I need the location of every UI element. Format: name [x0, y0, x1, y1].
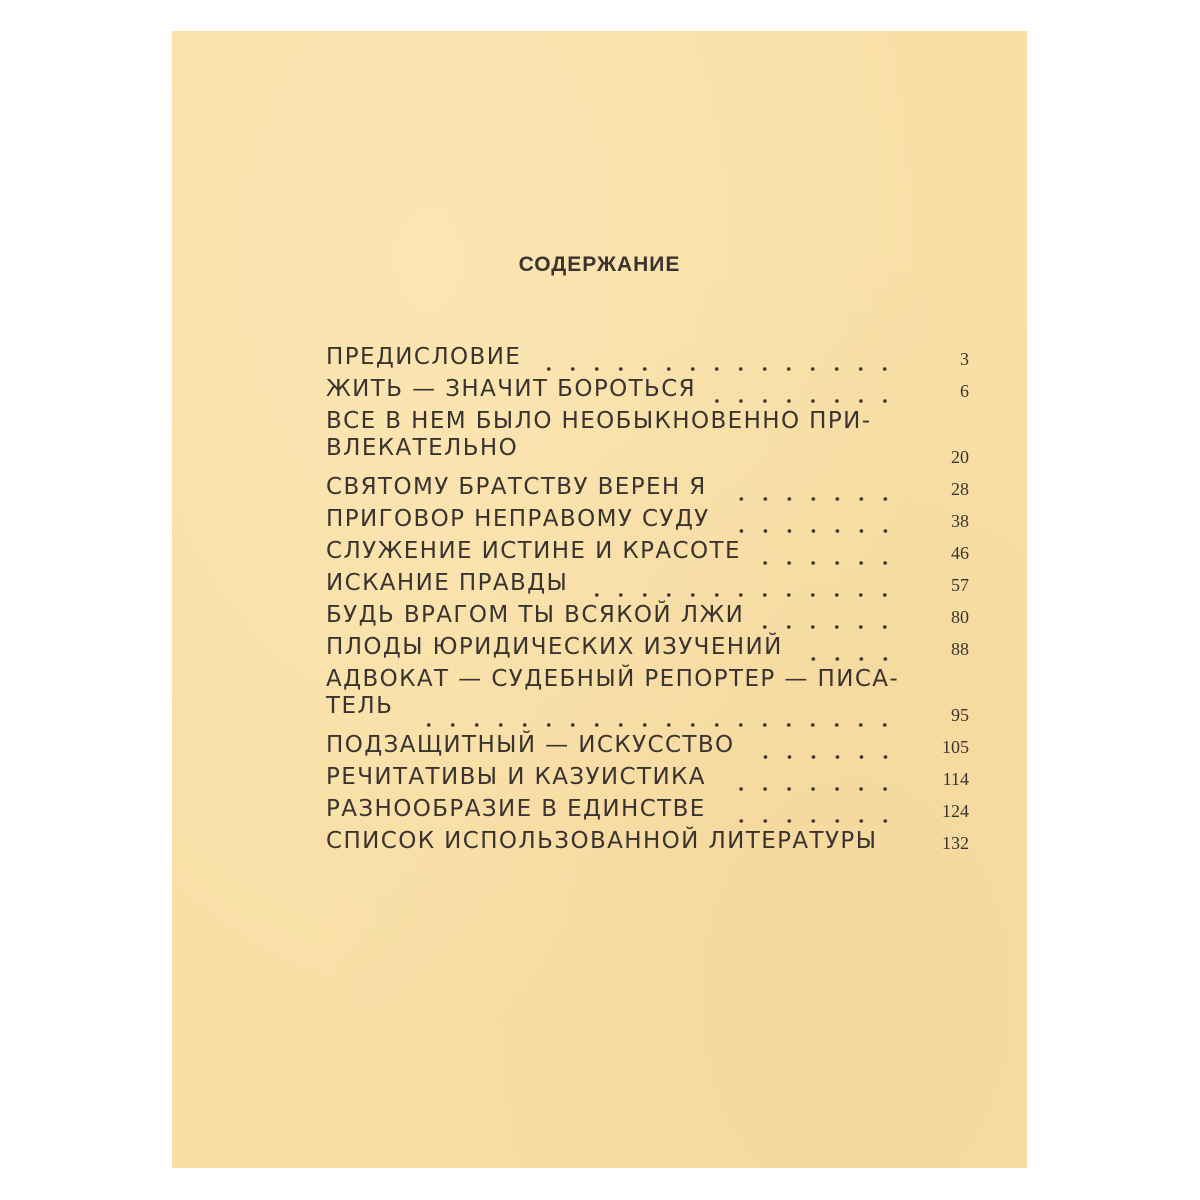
entry-title: ПРЕДИСЛОВИЕ — [326, 344, 522, 370]
toc-entry — [326, 570, 969, 602]
entry-title: ПОДЗАЩИТНЫЙ — ИСКУССТВО — [326, 732, 735, 758]
entry-title: ВСЕ В НЕМ БЫЛО НЕОБЫКНОВЕННО ПРИ- ВЛЕКАТЕЛЬНО — [326, 408, 872, 461]
dot-leader — [720, 819, 897, 823]
page-number: 132 — [942, 833, 969, 853]
dot-leader — [749, 755, 897, 759]
dot-leader — [797, 657, 897, 661]
dot-leader — [721, 497, 897, 501]
dot-leader — [720, 787, 897, 791]
entry-title: СЛУЖЕНИЕ ИСТИНЕ И КРАСОТЕ — [326, 538, 741, 564]
toc-entry — [326, 666, 969, 732]
entry-title: СВЯТОМУ БРАТСТВУ ВЕРЕН Я — [326, 474, 707, 500]
page-number: 124 — [942, 801, 969, 821]
entry-title: СПИСОК ИСПОЛЬЗОВАННОЙ ЛИТЕРАТУРЫ — [326, 828, 878, 854]
entry-title: ПРИГОВОР НЕПРАВОМУ СУДУ — [326, 506, 710, 532]
entry-title: РЕЧИТАТИВЫ И КАЗУИСТИКА — [326, 764, 706, 790]
dot-leader — [535, 367, 897, 371]
toc-title: СОДЕРЖАНИЕ — [518, 253, 681, 276]
page-number: 20 — [951, 447, 969, 467]
dot-leader — [407, 723, 897, 727]
toc-entry — [326, 732, 969, 764]
page-number: 38 — [951, 511, 969, 531]
toc-entry — [326, 474, 969, 506]
toc-entry — [326, 764, 969, 796]
entry-title: РАЗНООБРАЗИЕ В ЕДИНСТВЕ — [326, 796, 706, 822]
page-number: 95 — [951, 705, 969, 725]
page-number: 88 — [951, 639, 969, 659]
page-number: 114 — [942, 769, 969, 789]
toc-entry-preface — [326, 344, 969, 376]
dot-leader — [710, 399, 897, 403]
entry-title: АДВОКАТ — СУДЕБНЫЙ РЕПОРТЕР — ПИСА- ТЕЛЬ — [326, 666, 900, 719]
toc-entry — [326, 538, 969, 570]
dot-leader — [755, 561, 897, 565]
toc-entry — [326, 602, 969, 634]
page-number: 57 — [951, 575, 969, 595]
entry-title: ИСКАНИЕ ПРАВДЫ — [326, 570, 569, 596]
toc-entry — [326, 376, 969, 408]
toc-entry — [326, 796, 969, 828]
toc-entry — [326, 634, 969, 666]
toc-entry — [326, 408, 969, 474]
book-page — [172, 31, 1027, 1168]
dot-leader — [724, 529, 897, 533]
page-number: 3 — [960, 349, 969, 369]
entry-title: БУДЬ ВРАГОМ ТЫ ВСЯКОЙ ЛЖИ — [326, 602, 745, 628]
toc-entry — [326, 506, 969, 538]
entry-title: ПЛОДЫ ЮРИДИЧЕСКИХ ИЗУЧЕНИЙ — [326, 634, 783, 660]
page-number: 80 — [951, 607, 969, 627]
page-number: 28 — [951, 479, 969, 499]
toc-entry — [326, 828, 969, 860]
page-number: 6 — [960, 381, 969, 401]
entry-title: ЖИТЬ — ЗНАЧИТ БОРОТЬСЯ — [326, 376, 697, 402]
table-of-contents — [326, 344, 969, 860]
page-number: 46 — [951, 543, 969, 563]
dot-leader — [582, 593, 897, 597]
dot-leader — [758, 625, 897, 629]
page-number: 105 — [942, 737, 969, 757]
